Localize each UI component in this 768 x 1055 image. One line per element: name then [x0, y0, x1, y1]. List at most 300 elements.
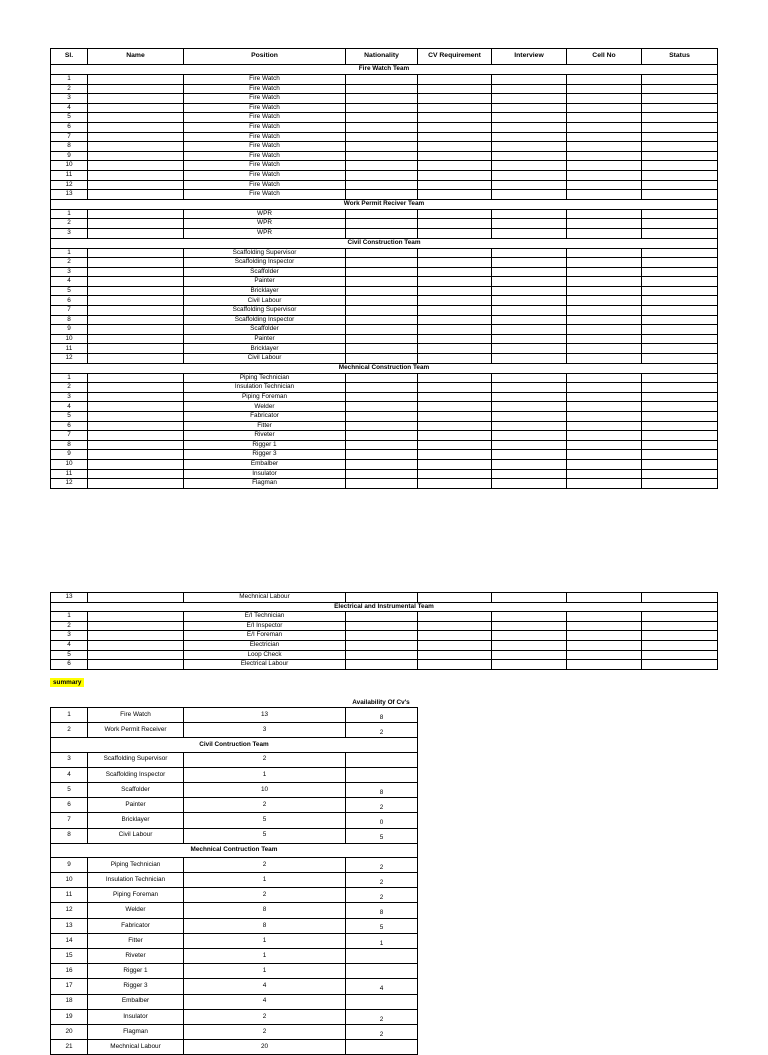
summary-section-row — [51, 843, 418, 857]
nationality-cell — [346, 660, 418, 670]
nationality-cell — [346, 296, 418, 306]
interview-cell — [492, 383, 567, 393]
cell-no-cell — [567, 151, 642, 161]
status-cell — [642, 132, 718, 142]
position-cell: Rigger 1 — [184, 440, 346, 450]
summary-row — [51, 918, 418, 933]
name-cell — [88, 306, 184, 316]
nationality-cell — [346, 373, 418, 383]
position-cell: Loop Check — [184, 650, 346, 660]
nationality-cell — [346, 450, 418, 460]
summary-required-count: 2 — [184, 1024, 346, 1039]
cell-no-cell — [567, 219, 642, 229]
status-cell — [642, 228, 718, 238]
interview-cell — [492, 132, 567, 142]
nationality-cell — [346, 469, 418, 479]
name-cell — [88, 325, 184, 335]
summary-row — [51, 723, 418, 738]
name-cell — [88, 258, 184, 268]
summary-row — [51, 964, 418, 979]
cv-requirement-cell — [418, 354, 492, 364]
position-cell: Fire Watch — [184, 84, 346, 94]
cell-no-cell — [567, 248, 642, 258]
nationality-cell — [346, 219, 418, 229]
status-cell — [642, 267, 718, 277]
cell-no-cell — [567, 142, 642, 152]
cell-no-cell — [567, 402, 642, 412]
position-cell: Bricklayer — [184, 286, 346, 296]
summary-number: 4 — [51, 767, 88, 782]
cv-requirement-cell — [418, 161, 492, 171]
status-cell — [642, 412, 718, 422]
table-row — [51, 286, 718, 296]
summary-cv-availability — [346, 767, 418, 782]
column-header: CV Requirement — [418, 49, 492, 65]
cv-requirement-cell — [418, 650, 492, 660]
summary-required-count: 1 — [184, 933, 346, 948]
name-cell — [88, 412, 184, 422]
serial-number: 5 — [51, 286, 88, 296]
cell-no-cell — [567, 392, 642, 402]
nationality-cell — [346, 593, 418, 603]
summary-number: 19 — [51, 1009, 88, 1024]
status-cell — [642, 248, 718, 258]
position-cell: Electrical Labour — [184, 660, 346, 670]
cell-no-cell — [567, 469, 642, 479]
summary-row — [51, 798, 418, 813]
serial-number: 8 — [51, 142, 88, 152]
interview-cell — [492, 277, 567, 287]
name-cell — [88, 459, 184, 469]
header-row — [51, 49, 718, 65]
serial-number: 3 — [51, 392, 88, 402]
position-cell: Flagman — [184, 479, 346, 489]
position-cell: Electrician — [184, 640, 346, 650]
column-header: Sl. — [51, 49, 88, 65]
status-cell — [642, 142, 718, 152]
summary-cv-availability — [346, 752, 418, 767]
status-cell — [642, 650, 718, 660]
summary-required-count: 2 — [184, 752, 346, 767]
cell-no-cell — [567, 113, 642, 123]
cv-requirement-cell — [418, 209, 492, 219]
name-cell — [88, 354, 184, 364]
summary-cv-availability: 8 — [346, 903, 418, 918]
section-title-row — [51, 238, 718, 248]
nationality-cell — [346, 650, 418, 660]
nationality-cell — [346, 479, 418, 489]
table-row — [51, 267, 718, 277]
serial-number: 6 — [51, 296, 88, 306]
nationality-cell — [346, 84, 418, 94]
nationality-cell — [346, 94, 418, 104]
cv-requirement-cell — [418, 286, 492, 296]
status-cell — [642, 621, 718, 631]
cv-requirement-cell — [418, 334, 492, 344]
interview-cell — [492, 113, 567, 123]
nationality-cell — [346, 122, 418, 132]
table-row — [51, 373, 718, 383]
summary-number: 7 — [51, 813, 88, 828]
name-cell — [88, 94, 184, 104]
nationality-cell — [346, 286, 418, 296]
serial-number: 8 — [51, 440, 88, 450]
section-title-row — [51, 65, 718, 75]
name-cell — [88, 228, 184, 238]
interview-cell — [492, 612, 567, 622]
status-cell — [642, 421, 718, 431]
summary-number: 18 — [51, 994, 88, 1009]
nationality-cell — [346, 412, 418, 422]
serial-number: 4 — [51, 640, 88, 650]
position-cell: Scaffolding Supervisor — [184, 248, 346, 258]
serial-number: 4 — [51, 277, 88, 287]
interview-cell — [492, 660, 567, 670]
section-title: Mechnical Construction Team — [51, 363, 718, 373]
cell-no-cell — [567, 421, 642, 431]
position-cell: E/I Inspector — [184, 621, 346, 631]
summary-cv-availability — [346, 994, 418, 1009]
nationality-cell — [346, 170, 418, 180]
serial-number: 4 — [51, 103, 88, 113]
nationality-cell — [346, 209, 418, 219]
nationality-cell — [346, 354, 418, 364]
name-cell — [88, 170, 184, 180]
serial-number: 6 — [51, 122, 88, 132]
cv-requirement-cell — [418, 325, 492, 335]
cell-no-cell — [567, 122, 642, 132]
nationality-cell — [346, 621, 418, 631]
summary-cv-availability — [346, 1040, 418, 1055]
nationality-cell — [346, 113, 418, 123]
name-cell — [88, 113, 184, 123]
summary-position: Piping Foreman — [88, 888, 184, 903]
serial-number: 4 — [51, 402, 88, 412]
position-cell: Piping Foreman — [184, 392, 346, 402]
serial-number: 7 — [51, 431, 88, 441]
serial-number: 1 — [51, 373, 88, 383]
column-header: Position — [184, 49, 346, 65]
summary-required-count: 5 — [184, 828, 346, 843]
interview-cell — [492, 84, 567, 94]
serial-number: 1 — [51, 75, 88, 85]
position-cell: Riveter — [184, 431, 346, 441]
cv-requirement-cell — [418, 248, 492, 258]
summary-number: 9 — [51, 857, 88, 872]
summary-number: 16 — [51, 964, 88, 979]
summary-cv-availability: 8 — [346, 782, 418, 797]
serial-number: 6 — [51, 421, 88, 431]
cv-requirement-cell — [418, 392, 492, 402]
cell-no-cell — [567, 412, 642, 422]
status-cell — [642, 161, 718, 171]
name-cell — [88, 612, 184, 622]
nationality-cell — [346, 180, 418, 190]
summary-position: Scaffolding Inspector — [88, 767, 184, 782]
summary-row — [51, 1009, 418, 1024]
summary-number: 20 — [51, 1024, 88, 1039]
summary-section-title: Civil Contruction Team — [51, 738, 418, 752]
interview-cell — [492, 190, 567, 200]
cell-no-cell — [567, 315, 642, 325]
position-cell: Scaffolding Supervisor — [184, 306, 346, 316]
cv-requirement-cell — [418, 180, 492, 190]
interview-cell — [492, 459, 567, 469]
serial-number: 2 — [51, 219, 88, 229]
column-header: Status — [642, 49, 718, 65]
position-cell: Fire Watch — [184, 94, 346, 104]
summary-cv-availability: 1 — [346, 933, 418, 948]
summary-number: 12 — [51, 903, 88, 918]
summary-position: Flagman — [88, 1024, 184, 1039]
nationality-cell — [346, 258, 418, 268]
summary-number: 8 — [51, 828, 88, 843]
summary-position: Riveter — [88, 949, 184, 964]
cv-requirement-cell — [418, 459, 492, 469]
serial-number: 9 — [51, 151, 88, 161]
interview-cell — [492, 248, 567, 258]
nationality-cell — [346, 383, 418, 393]
summary-position: Fitter — [88, 933, 184, 948]
availability-header: Availability Of Cv's — [352, 699, 410, 706]
interview-cell — [492, 306, 567, 316]
cv-requirement-cell — [418, 450, 492, 460]
cv-requirement-cell — [418, 612, 492, 622]
interview-cell — [492, 122, 567, 132]
status-cell — [642, 306, 718, 316]
status-cell — [642, 190, 718, 200]
summary-cv-availability: 0 — [346, 813, 418, 828]
status-cell — [642, 170, 718, 180]
cell-no-cell — [567, 286, 642, 296]
status-cell — [642, 373, 718, 383]
position-cell: Rigger 3 — [184, 450, 346, 460]
cv-requirement-cell — [418, 94, 492, 104]
table-row — [51, 431, 718, 441]
table-row — [51, 219, 718, 229]
interview-cell — [492, 593, 567, 603]
name-cell — [88, 383, 184, 393]
table-row — [51, 593, 718, 603]
position-cell: Fire Watch — [184, 75, 346, 85]
section-title-row — [51, 199, 718, 209]
nationality-cell — [346, 267, 418, 277]
status-cell — [642, 219, 718, 229]
position-cell: Scaffolder — [184, 325, 346, 335]
table-row — [51, 306, 718, 316]
position-cell: Fire Watch — [184, 132, 346, 142]
interview-cell — [492, 334, 567, 344]
table-row — [51, 151, 718, 161]
cell-no-cell — [567, 84, 642, 94]
summary-row — [51, 857, 418, 872]
summary-required-count: 1 — [184, 949, 346, 964]
serial-number: 10 — [51, 161, 88, 171]
cell-no-cell — [567, 459, 642, 469]
position-cell: Civil Labour — [184, 354, 346, 364]
cell-no-cell — [567, 306, 642, 316]
summary-position: Welder — [88, 903, 184, 918]
cv-requirement-cell — [418, 315, 492, 325]
cell-no-cell — [567, 334, 642, 344]
summary-cv-availability: 2 — [346, 723, 418, 738]
serial-number: 1 — [51, 612, 88, 622]
nationality-cell — [346, 440, 418, 450]
name-cell — [88, 267, 184, 277]
name-cell — [88, 640, 184, 650]
summary-required-count: 2 — [184, 857, 346, 872]
summary-row — [51, 994, 418, 1009]
table-row — [51, 421, 718, 431]
name-cell — [88, 660, 184, 670]
position-cell: Welder — [184, 402, 346, 412]
interview-cell — [492, 161, 567, 171]
summary-row — [51, 828, 418, 843]
table-row — [51, 459, 718, 469]
position-cell: Embalber — [184, 459, 346, 469]
name-cell — [88, 190, 184, 200]
name-cell — [88, 344, 184, 354]
name-cell — [88, 75, 184, 85]
interview-cell — [492, 402, 567, 412]
table-row — [51, 469, 718, 479]
interview-cell — [492, 286, 567, 296]
section-title-row — [51, 363, 718, 373]
table-row — [51, 440, 718, 450]
nationality-cell — [346, 248, 418, 258]
nationality-cell — [346, 612, 418, 622]
cv-requirement-cell — [418, 593, 492, 603]
cv-requirement-cell — [418, 440, 492, 450]
summary-row — [51, 708, 418, 723]
cv-requirement-cell — [418, 122, 492, 132]
cv-requirement-cell — [418, 431, 492, 441]
table-row — [51, 640, 718, 650]
table-row — [51, 402, 718, 412]
nationality-cell — [346, 75, 418, 85]
table-row — [51, 383, 718, 393]
interview-cell — [492, 621, 567, 631]
nationality-cell — [346, 190, 418, 200]
table-row — [51, 248, 718, 258]
interview-cell — [492, 103, 567, 113]
interview-cell — [492, 344, 567, 354]
status-cell — [642, 103, 718, 113]
summary-required-count: 1 — [184, 964, 346, 979]
position-cell: Mechnical Labour — [184, 593, 346, 603]
cv-requirement-cell — [418, 621, 492, 631]
position-cell: Fabricator — [184, 412, 346, 422]
name-cell — [88, 296, 184, 306]
column-header: Nationality — [346, 49, 418, 65]
table-row — [51, 621, 718, 631]
cv-requirement-cell — [418, 190, 492, 200]
status-cell — [642, 450, 718, 460]
cv-requirement-cell — [418, 373, 492, 383]
summary-position: Insulation Technician — [88, 873, 184, 888]
status-cell — [642, 286, 718, 296]
summary-cv-availability: 8 — [346, 708, 418, 723]
cell-no-cell — [567, 660, 642, 670]
status-cell — [642, 431, 718, 441]
summary-row — [51, 933, 418, 948]
cv-requirement-cell — [418, 151, 492, 161]
position-cell: Bricklayer — [184, 344, 346, 354]
name-cell — [88, 392, 184, 402]
interview-cell — [492, 94, 567, 104]
interview-cell — [492, 219, 567, 229]
name-cell — [88, 469, 184, 479]
interview-cell — [492, 354, 567, 364]
table-row — [51, 277, 718, 287]
nationality-cell — [346, 228, 418, 238]
summary-row — [51, 903, 418, 918]
summary-cv-availability: 5 — [346, 918, 418, 933]
position-cell: Fire Watch — [184, 113, 346, 123]
cv-requirement-cell — [418, 267, 492, 277]
nationality-cell — [346, 161, 418, 171]
serial-number: 9 — [51, 450, 88, 460]
cell-no-cell — [567, 296, 642, 306]
table-row — [51, 344, 718, 354]
cell-no-cell — [567, 132, 642, 142]
interview-cell — [492, 209, 567, 219]
position-cell: Insulation Technician — [184, 383, 346, 393]
status-cell — [642, 325, 718, 335]
summary-required-count: 1 — [184, 873, 346, 888]
serial-number: 6 — [51, 660, 88, 670]
summary-row — [51, 949, 418, 964]
cv-requirement-cell — [418, 306, 492, 316]
table-row — [51, 660, 718, 670]
name-cell — [88, 315, 184, 325]
summary-number: 10 — [51, 873, 88, 888]
serial-number: 1 — [51, 209, 88, 219]
table-row — [51, 113, 718, 123]
name-cell — [88, 402, 184, 412]
summary-row — [51, 873, 418, 888]
serial-number: 7 — [51, 306, 88, 316]
status-cell — [642, 479, 718, 489]
summary-label: summary — [50, 678, 84, 687]
cv-requirement-cell — [418, 640, 492, 650]
nationality-cell — [346, 392, 418, 402]
summary-row — [51, 813, 418, 828]
summary-required-count: 13 — [184, 708, 346, 723]
cv-requirement-cell — [418, 113, 492, 123]
position-cell: Fire Watch — [184, 170, 346, 180]
status-cell — [642, 612, 718, 622]
cv-requirement-cell — [418, 170, 492, 180]
cv-requirement-cell — [418, 277, 492, 287]
name-cell — [88, 440, 184, 450]
summary-cv-availability: 4 — [346, 979, 418, 994]
status-cell — [642, 660, 718, 670]
cell-no-cell — [567, 650, 642, 660]
summary-table — [50, 707, 418, 1055]
position-cell: Fire Watch — [184, 151, 346, 161]
section-title: Electrical and Instrumental Team — [51, 602, 718, 612]
cv-requirement-cell — [418, 383, 492, 393]
position-cell: Fire Watch — [184, 103, 346, 113]
name-cell — [88, 373, 184, 383]
section-title: Civil Construction Team — [51, 238, 718, 248]
position-cell: Fire Watch — [184, 180, 346, 190]
serial-number: 3 — [51, 267, 88, 277]
cell-no-cell — [567, 94, 642, 104]
status-cell — [642, 334, 718, 344]
nationality-cell — [346, 631, 418, 641]
